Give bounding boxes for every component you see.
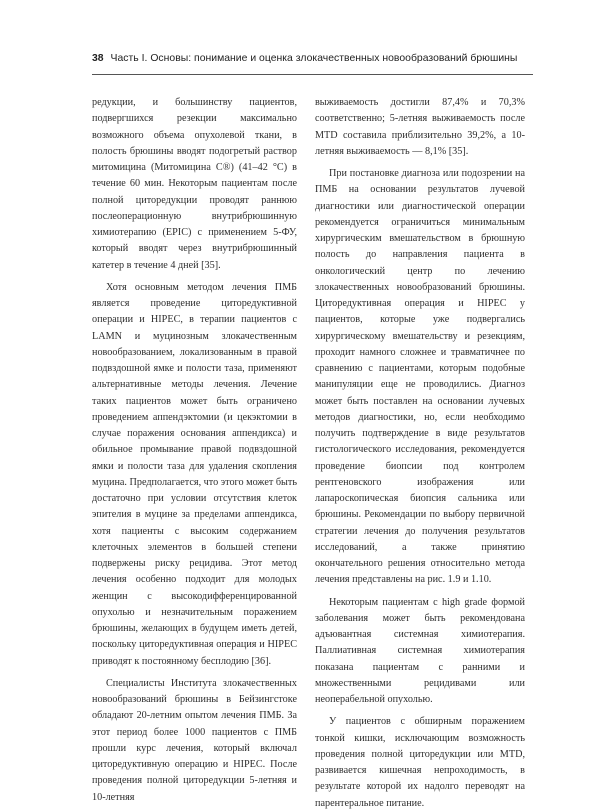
header-rule [92, 74, 533, 75]
paragraph: Хотя основным методом лечения ПМБ является проведение циторедуктивной операции и HIPEC, в терапии пациентов с LAMN и муцинозным злокачественным новообразованием, локализованным в правой подвздошной ямке и полости таза, применяют альтернативные методы лечения. Лечение таких пациентов может быть ограничено проведением аппендэктомии (и цекэктомии в случае поражения основания аппендикса) и обильное промывание правой подвздошной ямки и полости таза для удаления скопления муцина. Предполагается, что этого может быть достаточно при условии отсутствия клеток эпителия в муцине за пределами аппендикса, хотя пациенты с высоким содержанием клеточных элементов в большей степени подвержены риску рецидива. Этот метод лечения особенно подходит для молодых женщин с высокодифференцированной опухолью и незначительным поражением брюшины, желающих в будущем иметь детей, поскольку циторедуктивная операция и HIPEC приводят к постоянному бесплодию [36]. [92, 281, 297, 667]
paragraph: выживаемость достигли 87,4% и 70,3% соответственно; 5-летняя выживаемость после MTD составила приблизительно 39,2%, а 10-летняя выживаемость — 8,1% [35]. [315, 97, 525, 157]
paragraph: Некоторым пациентам с high grade формой заболевания может быть рекомендована адъювантная системная химиотерапия. Паллиативная системная химиотерапия показана пациентам с ранними и множественными рецидивами или неоперабельной опухолью. [315, 596, 525, 705]
paragraph: При постановке диагноза или подозрении на ПМБ на основании результатов лучевой диагностики или диагностической операции рекомендуется ограничиться минимальным хирургическим вмешательством в брюшную полость до направления пациента в онкологический центр по лечению злокачественных новообразований брюшины. Циторедуктивная операция и HIPEC у пациентов, которые уже подвергались хирургическому вмешательству и резекциям, проходит намного сложнее и травматичнее по сравнению с пациентами, которым подобные манипуляции еще не проводились. Диагноз может быть поставлен на основании лучевых методов диагностики, но, если необходимо получить подтверждение в виде результатов гистологического исследования, рекомендуется проведение биопсии под контролем рентгеновского изображения или лапароскопическая биопсия сальника или брюшины. Рекомендации по выбору первичной стратегии лечения до получения результатов исследований, а также принятию окончательного решения относительно метода лечения представлены на рис. 1.9 и 1.10. [315, 168, 525, 586]
paragraph: редукции, и большинству пациентов, подвергшихся резекции максимально возможного объема опухолевой ткани, в полость брюшины вводят подогретый раствор митомицина (Митомицина С®) (41–42 °C) в течение 60 мин. Некоторым пациентам после полной циторедукции проводят раннюю послеоперационную внутрибрюшинную химиотерапию (EPIC) с применением 5-ФУ, который вводят через внутрибрюшинный катетер в течение 4 дней [35]. [92, 97, 297, 271]
right-column [315, 95, 525, 812]
running-title: Часть I. Основы: понимание и оценка злокачественных новообразований брюшины [110, 53, 518, 64]
page-number: 38 [92, 53, 104, 64]
left-column [92, 95, 297, 806]
paragraph: У пациентов с обширным поражением тонкой кишки, исключающим возможность проведения полной циторедукции или MTD, развивается кишечная непроходимость, в результате которой их надолго переводят на парентеральное питание. [315, 716, 525, 809]
running-header [92, 53, 532, 64]
paragraph: Специалисты Института злокачественных новообразований брюшины в Бейзингстоке обладают 20-летним опытом лечения ПМБ. За этот период более 1000 пациентов с ПМБ прошли курс лечения, который включал циторедуктивную операцию и HIPEC. После проведения полной циторедукции 5-летняя и 10-летняя [92, 677, 297, 803]
